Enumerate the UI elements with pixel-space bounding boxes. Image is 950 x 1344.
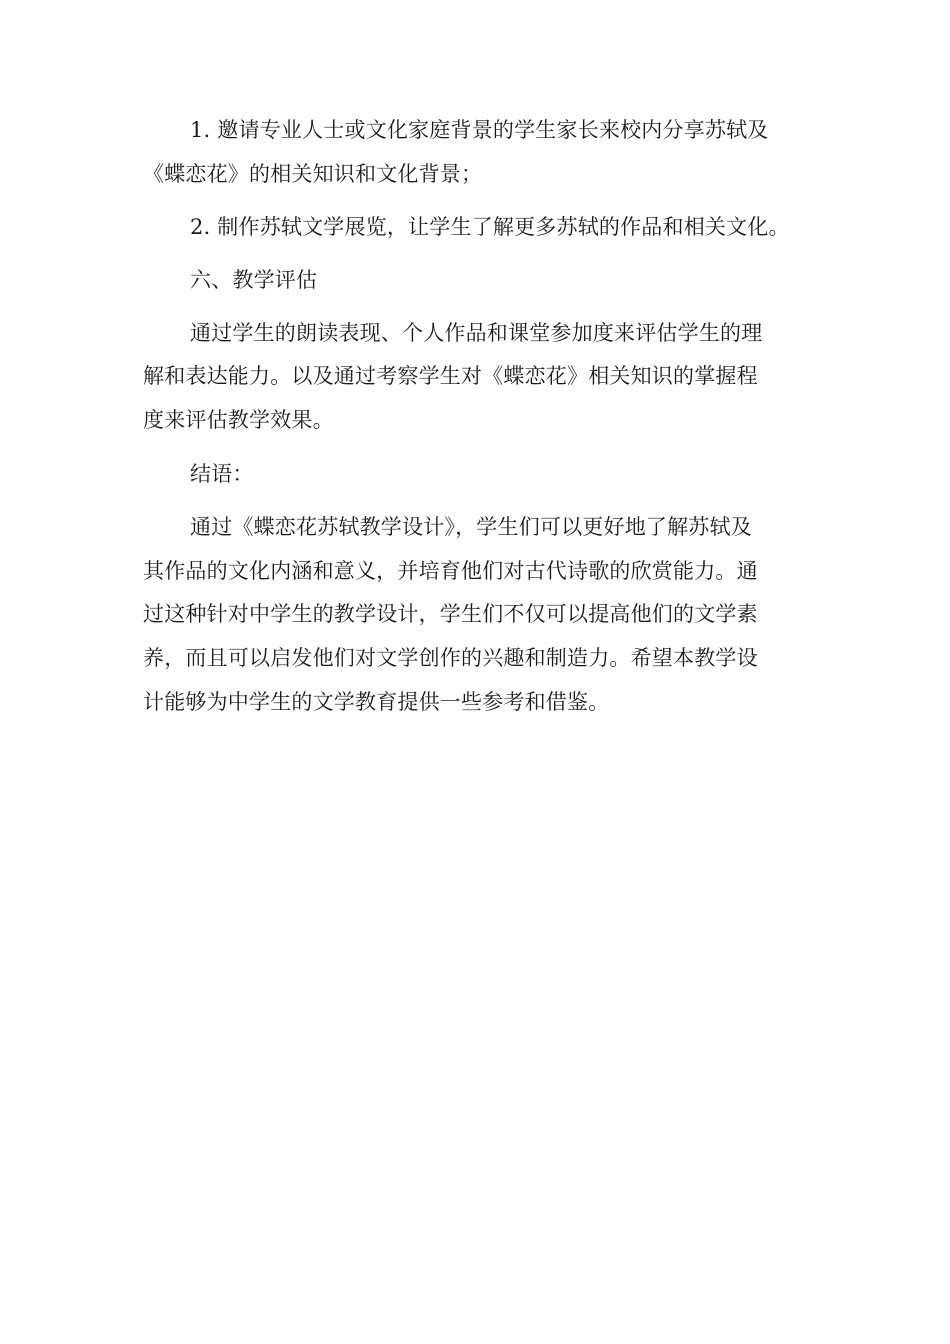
conclusion-heading: 结语： <box>190 462 254 486</box>
section-heading-evaluation: 六、教学评估 <box>190 268 318 292</box>
list-item-1-line-2: 《蝶恋花》的相关知识和文化背景； <box>143 162 483 186</box>
conclusion-paragraph-line-3: 过这种针对中学生的教学设计，学生们不仅可以提高他们的文学素 <box>143 602 758 626</box>
list-item-2-line-1: 2. 制作苏轼文学展览，让学生了解更多苏轼的作品和相关文化。 <box>190 215 790 239</box>
conclusion-paragraph-line-4: 养，而且可以启发他们对文学创作的兴趣和制造力。希望本教学设 <box>143 646 758 670</box>
conclusion-paragraph-line-5: 计能够为中学生的文学教育提供一些参考和借鉴。 <box>143 690 610 714</box>
list-item-1-line-1: 1. 邀请专业人士或文化家庭背景的学生家长来校内分享苏轼及 <box>190 118 769 142</box>
conclusion-paragraph-line-1: 通过《蝶恋花苏轼教学设计》，学生们可以更好地了解苏轼及 <box>190 515 752 539</box>
evaluation-paragraph-line-2: 解和表达能力。以及通过考察学生对《蝶恋花》相关知识的掌握程 <box>143 364 758 388</box>
conclusion-paragraph-line-2: 其作品的文化内涵和意义，并培育他们对古代诗歌的欣赏能力。通 <box>143 559 758 583</box>
evaluation-paragraph-line-3: 度来评估教学效果。 <box>143 408 334 432</box>
evaluation-paragraph-line-1: 通过学生的朗读表现、个人作品和课堂参加度来评估学生的理 <box>190 321 763 345</box>
